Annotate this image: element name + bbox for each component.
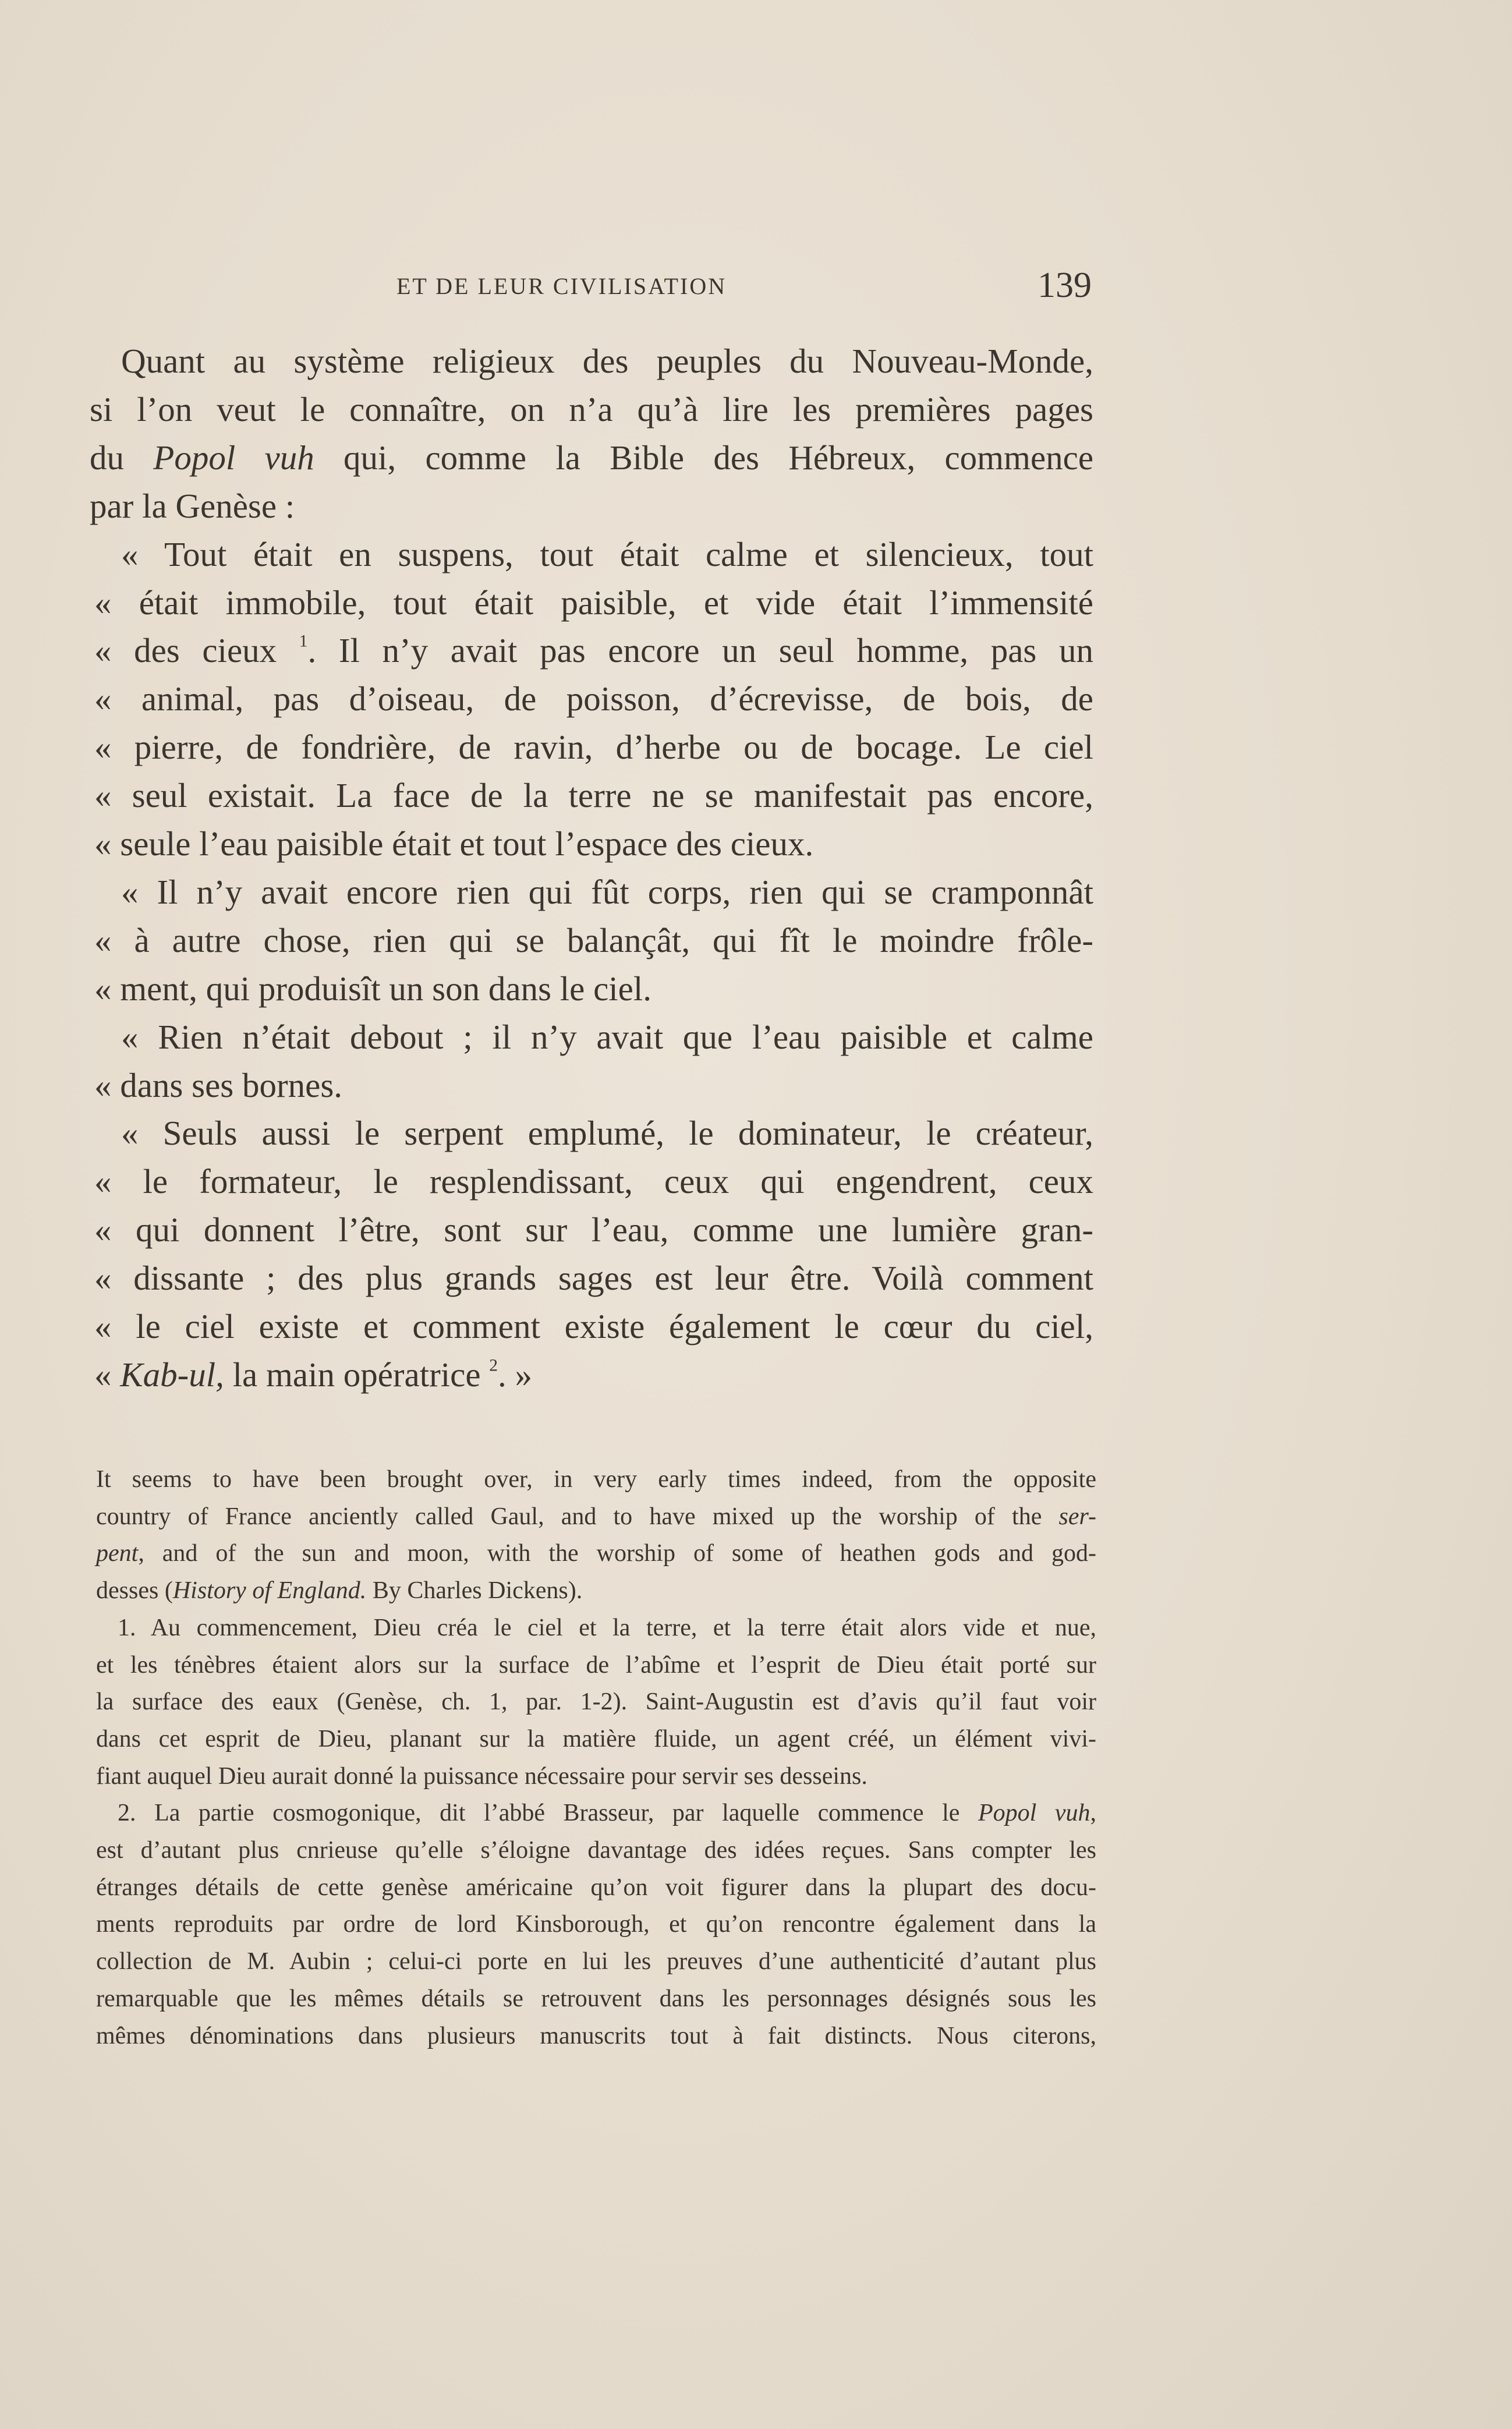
- footnote-line: [96, 1906, 1096, 1942]
- text-line: [94, 1206, 1093, 1254]
- text-run: « qui donnent l’être, sont sur l’eau, comme une lumière gran-: [94, 1210, 1093, 1249]
- text-run: par la Genèse :: [90, 486, 295, 525]
- text-run: « Seuls aussi le serpent emplumé, le dominateur, le créateur,: [121, 1114, 1093, 1153]
- text-run: 2. La partie cosmogonique, dit l’abbé Brasseur, par laquelle commence le: [118, 1800, 978, 1827]
- text-run: It seems to have been brought over, in very early times indeed, from the opposite: [96, 1466, 1096, 1493]
- text-run: collection de M. Aubin ; celui-ci porte en lui les preuves d’une authenticité d’autant plus: [96, 1948, 1096, 1975]
- text-run: , and of the sun and moon, with the worship of some of heathen gods and god-: [138, 1540, 1096, 1567]
- text-run: ,: [1090, 1800, 1097, 1827]
- footnote-line: [118, 1795, 1096, 1831]
- text-line: [121, 337, 1093, 385]
- text-line: [94, 771, 1093, 819]
- text-run: . Il n’y avait pas encore un seul homme, pas un: [307, 631, 1094, 670]
- footnote-line: [96, 1869, 1096, 1906]
- text-line: [121, 868, 1093, 916]
- text-run: la surface des eaux (Genèse, ch. 1, par. 1-2). Saint-Augustin est d’avis qu’il faut voir: [96, 1688, 1096, 1716]
- footnote-line: [96, 1758, 1096, 1794]
- text-run: By Charles Dickens).: [366, 1577, 583, 1605]
- italic-text: ser-: [1058, 1503, 1096, 1530]
- footnote-line: [96, 1573, 1096, 1609]
- text-line: [90, 482, 1093, 530]
- text-run: « Il n’y avait encore rien qui fût corps, rien qui se cramponnât: [121, 872, 1093, 911]
- footnote-line: [96, 1647, 1096, 1683]
- page-number: 139: [1037, 265, 1092, 305]
- footnote-line: [96, 1499, 1096, 1535]
- text-run: « ment, qui produisît un son dans le ciel.: [94, 969, 651, 1008]
- text-run: mêmes dénominations dans plusieurs manuscrits tout à fait distincts. Nous citerons,: [96, 2022, 1096, 2049]
- text-run: « Tout était en suspens, tout était calme et silencieux, tout: [121, 534, 1093, 573]
- text-run: « seul existait. La face de la terre ne se manifestait pas encore,: [94, 776, 1093, 815]
- running-title: ET DE LEUR CIVILISATION: [396, 273, 727, 299]
- italic-text: Popol vuh: [153, 438, 314, 477]
- text-run: « Rien n’était debout ; il n’y avait que l’eau paisible et calme: [121, 1017, 1093, 1056]
- text-line: [94, 1302, 1093, 1350]
- text-line: [94, 1157, 1093, 1205]
- text-line: [94, 723, 1093, 771]
- text-line: [90, 385, 1093, 433]
- italic-text: History of England.: [172, 1577, 367, 1605]
- text-run: «: [94, 1355, 121, 1394]
- text-run: « pierre, de fondrière, de ravin, d’herbe ou de bocage. Le ciel: [94, 728, 1093, 767]
- italic-text: Popol vuh: [978, 1800, 1090, 1827]
- footnote-line: [96, 1721, 1096, 1757]
- text-line: [94, 675, 1093, 723]
- footnote-line: [96, 1461, 1096, 1497]
- footnote-line: [96, 1684, 1096, 1720]
- footnote-ref: 1: [299, 632, 308, 651]
- text-run: « dissante ; des plus grands sages est leur être. Voilà comment: [94, 1259, 1093, 1298]
- text-run: 1. Au commencement, Dieu créa le ciel et la terre, et la terre était alors vide et nue,: [118, 1614, 1096, 1641]
- text-run: si l’on veut le connaître, on n’a qu’à lire les premières pages: [90, 390, 1093, 429]
- italic-text: pent: [96, 1540, 139, 1567]
- italic-text: Kab-ul,: [120, 1355, 224, 1394]
- text-run: étranges détails de cette genèse américaine qu’on voit figurer dans la plupart des docu-: [96, 1874, 1096, 1901]
- text-run: dans cet esprit de Dieu, planant sur la matière fluide, un agent créé, un élément vivi-: [96, 1725, 1096, 1752]
- text-run: « était immobile, tout était paisible, et vide était l’immensité: [94, 583, 1093, 622]
- text-line: [94, 579, 1093, 626]
- footnote-line: [96, 1981, 1096, 2017]
- text-run: country of France anciently called Gaul, and to have mixed up the worship of the: [96, 1503, 1059, 1530]
- text-line: [94, 1351, 1093, 1398]
- text-line: [94, 965, 1093, 1012]
- text-run: « à autre chose, rien qui se balançât, qui fît le moindre frôle-: [94, 920, 1093, 959]
- text-line: [94, 820, 1093, 868]
- text-run: ments reproduits par ordre de lord Kinsborough, et qu’on rencontre également dans la: [96, 1911, 1096, 1938]
- text-run: et les ténèbres étaient alors sur la surface de l’abîme et l’esprit de Dieu était porté sur: [96, 1651, 1096, 1679]
- text-line: [94, 626, 1093, 674]
- footnote-line: [96, 1535, 1096, 1571]
- text-line: [121, 530, 1093, 578]
- text-line: [90, 434, 1093, 481]
- text-run: du: [90, 438, 154, 477]
- text-line: [94, 1254, 1093, 1302]
- text-run: . »: [498, 1355, 533, 1394]
- text-run: « le ciel existe et comment existe également le cœur du ciel,: [94, 1307, 1093, 1345]
- text-line: [121, 1013, 1093, 1061]
- footnote-line: [96, 2018, 1096, 2054]
- footnote-line: [118, 1610, 1096, 1646]
- footnote-line: [96, 1943, 1096, 1980]
- text-run: est d’autant plus cnrieuse qu’elle s’éloigne davantage des idées reçues. Sans compter les: [96, 1837, 1096, 1864]
- text-run: desses (: [96, 1577, 173, 1605]
- text-run: « animal, pas d’oiseau, de poisson, d’écrevisse, de bois, de: [94, 679, 1093, 718]
- text-run: qui, comme la Bible des Hébreux, commence: [314, 438, 1094, 477]
- footnote-ref: 2: [489, 1356, 498, 1375]
- footnote-line: [96, 1832, 1096, 1868]
- text-line: [121, 1109, 1093, 1157]
- text-run: Quant au système religieux des peuples du Nouveau-Monde,: [121, 342, 1093, 380]
- text-run: fiant auquel Dieu aurait donné la puissance nécessaire pour servir ses desseins.: [96, 1762, 867, 1790]
- text-line: [94, 1061, 1093, 1109]
- text-run: « le formateur, le resplendissant, ceux qui engendrent, ceux: [94, 1162, 1093, 1201]
- text-run: « dans ses bornes.: [94, 1065, 343, 1104]
- text-line: [94, 916, 1093, 964]
- text-run: « seule l’eau paisible était et tout l’espace des cieux.: [94, 824, 814, 863]
- text-run: « des cieux: [94, 631, 299, 670]
- text-run: la main opératrice: [224, 1355, 490, 1394]
- text-run: remarquable que les mêmes détails se retrouvent dans les personnages désignés sous les: [96, 1985, 1096, 2012]
